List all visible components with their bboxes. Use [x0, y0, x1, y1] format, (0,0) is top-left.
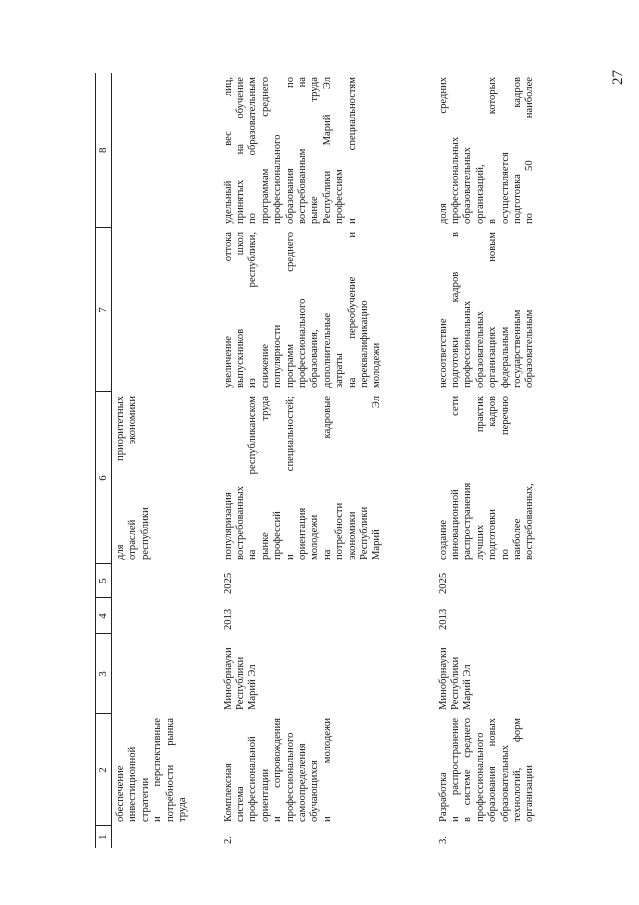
related-indicator	[112, 73, 220, 228]
measure-name	[220, 714, 435, 826]
cell-line: распространения	[462, 482, 474, 560]
cell-line: потребности	[334, 502, 346, 560]
start-year: 2013	[222, 608, 234, 630]
row-number: 2.	[222, 836, 234, 844]
cell-line: переквалификацию	[358, 300, 370, 388]
cell-line: Разработка	[437, 772, 449, 822]
cell-line: образовательных	[462, 147, 474, 224]
cell-line: Марий Эл	[462, 664, 474, 710]
cell-line: из республики,	[247, 232, 259, 388]
responsible-executor	[112, 634, 220, 714]
cell-line: программам среднего	[259, 77, 271, 224]
cell-line: по 50 наиболее	[524, 77, 536, 224]
cell-line: востребованным на	[296, 77, 308, 224]
cell-line: рынке труда	[259, 396, 271, 560]
measure-name	[112, 714, 220, 826]
cell-line: востребованных,	[524, 483, 536, 560]
cell-line: образовательных	[474, 311, 486, 388]
cell-line: в которых	[487, 77, 499, 224]
cell-line: профессиональных	[462, 300, 474, 388]
cell-line: популяризация	[222, 492, 234, 560]
end-year: 2025	[437, 572, 449, 594]
cell-line: обучающихся	[309, 760, 321, 822]
cell-line: для приоритетных	[115, 396, 126, 560]
cell-line: подготовка кадров	[511, 77, 523, 224]
cell-line: технологий, форм	[511, 718, 523, 822]
cell-line: стратегии	[139, 777, 151, 822]
landscape-table-container	[95, 73, 555, 848]
column-number-row	[96, 73, 112, 848]
cell-line: профессионального	[284, 732, 296, 822]
cell-line: государственным	[511, 309, 523, 388]
column-number: 6	[96, 392, 112, 564]
cell-line: образования новых	[487, 718, 499, 822]
cell-line: образования по	[284, 77, 296, 224]
cell-line: Республики	[449, 656, 461, 710]
table-row	[220, 73, 435, 848]
cell-line: инвестиционной	[127, 746, 139, 822]
action-plan-table	[95, 73, 545, 848]
cell-line: профессиям	[334, 169, 346, 224]
cell-line: Минобрнауки	[437, 647, 449, 710]
cell-line: выпускников школ	[234, 232, 246, 388]
cell-line: ориентация	[296, 507, 308, 560]
cell-line: Марий Эл	[247, 664, 259, 710]
column-number: 5	[96, 564, 112, 598]
page-number: 27	[610, 70, 626, 85]
cell-line: обеспечение	[115, 765, 126, 822]
cell-line: на кадровые	[321, 396, 333, 560]
cell-line: самоопределения	[296, 743, 308, 822]
cell-line: Республики Марий Эл	[321, 77, 333, 224]
cell-line: профессий	[272, 511, 284, 560]
cell-line: на республиканском	[247, 396, 259, 560]
cell-line: и сопровождения	[272, 718, 284, 822]
cell-line: лучших практик	[474, 396, 486, 560]
cell-line: и специальностям	[346, 77, 358, 224]
cell-line: наиболее	[511, 518, 523, 560]
cell-line: образовательным	[524, 309, 536, 388]
cell-line: Минобрнауки	[222, 647, 234, 710]
non-implementation-consequences	[112, 228, 220, 392]
cell-line: профессиональной	[247, 736, 259, 822]
cell-line: рынке труда	[309, 77, 321, 224]
cell-line: система	[234, 786, 246, 822]
cell-line: организациях новым	[487, 232, 499, 388]
cell-line: молодежи	[309, 514, 321, 560]
cell-line: и молодежи	[321, 718, 333, 822]
responsible-executor	[220, 634, 435, 714]
cell-line: осуществляется	[499, 152, 511, 224]
expected-result	[220, 392, 435, 564]
cell-line: и распространение	[449, 718, 461, 822]
measure-name	[435, 714, 545, 826]
expected-result	[112, 392, 220, 564]
cell-line: популярности	[272, 324, 284, 388]
cell-line: профессиональных	[449, 136, 461, 224]
cell-line: по образовательным	[247, 77, 259, 224]
cell-line: Республики	[234, 656, 246, 710]
cell-line: затраты	[334, 353, 346, 388]
cell-line: несоответствие	[437, 318, 449, 388]
cell-line: снижение	[259, 344, 271, 388]
cell-line: Республики	[358, 506, 370, 560]
column-number: 8	[96, 73, 112, 228]
end-year	[112, 564, 220, 598]
cell-line: федеральным	[499, 326, 511, 388]
cell-line: инновационной сети	[449, 396, 461, 560]
responsible-executor	[435, 634, 545, 714]
cell-line: организации	[524, 765, 536, 822]
cell-line: образовательных	[499, 745, 511, 822]
cell-line: отраслей экономики	[127, 396, 139, 560]
cell-line: принятых на обучение	[234, 77, 246, 224]
expected-result	[435, 392, 545, 564]
cell-line: в системе среднего	[462, 718, 474, 822]
start-year	[112, 598, 220, 634]
end-year: 2025	[222, 572, 234, 594]
cell-line: труда	[177, 797, 189, 822]
non-implementation-consequences	[220, 228, 435, 392]
cell-line: потребности рынка	[164, 718, 176, 822]
cell-line: увеличение оттока	[222, 232, 234, 388]
related-indicator	[220, 73, 435, 228]
column-number: 7	[96, 228, 112, 392]
cell-line: дополнительные	[321, 312, 333, 388]
column-number: 1	[96, 826, 112, 848]
cell-line: создание	[437, 519, 449, 560]
row-number	[112, 826, 220, 848]
table-row	[435, 73, 545, 848]
cell-line: по перечню	[499, 396, 511, 560]
column-number: 2	[96, 714, 112, 826]
cell-line: молодежи	[371, 342, 383, 388]
cell-line: ориентации	[259, 768, 271, 822]
cell-line: Марий Эл	[371, 396, 383, 560]
cell-line: профессионального	[272, 134, 284, 224]
cell-line: востребованных	[234, 486, 246, 560]
cell-line: и специальностей;	[284, 396, 296, 560]
cell-line: и перспективные	[152, 718, 164, 822]
cell-line: удельный вес лиц,	[222, 77, 234, 224]
cell-line: Комплексная	[222, 763, 234, 822]
cell-line: на переобучение и	[346, 232, 358, 388]
cell-line: экономики	[346, 511, 358, 560]
cell-line: подготовки кадров в	[449, 232, 461, 388]
row-number: 3.	[437, 836, 449, 844]
cell-line: образования,	[309, 329, 321, 388]
cell-line: профессионального	[474, 732, 486, 822]
cell-line: организаций,	[474, 164, 486, 224]
start-year: 2013	[437, 608, 449, 630]
cell-line: доля средних	[437, 77, 449, 224]
table-row	[112, 73, 220, 848]
column-number: 4	[96, 598, 112, 634]
cell-line: республики	[139, 507, 151, 560]
non-implementation-consequences	[435, 228, 545, 392]
cell-line: профессионального	[296, 298, 308, 388]
cell-line: подготовки кадров	[487, 396, 499, 560]
related-indicator	[435, 73, 545, 228]
column-number: 3	[96, 634, 112, 714]
cell-line: программ среднего	[284, 232, 296, 388]
